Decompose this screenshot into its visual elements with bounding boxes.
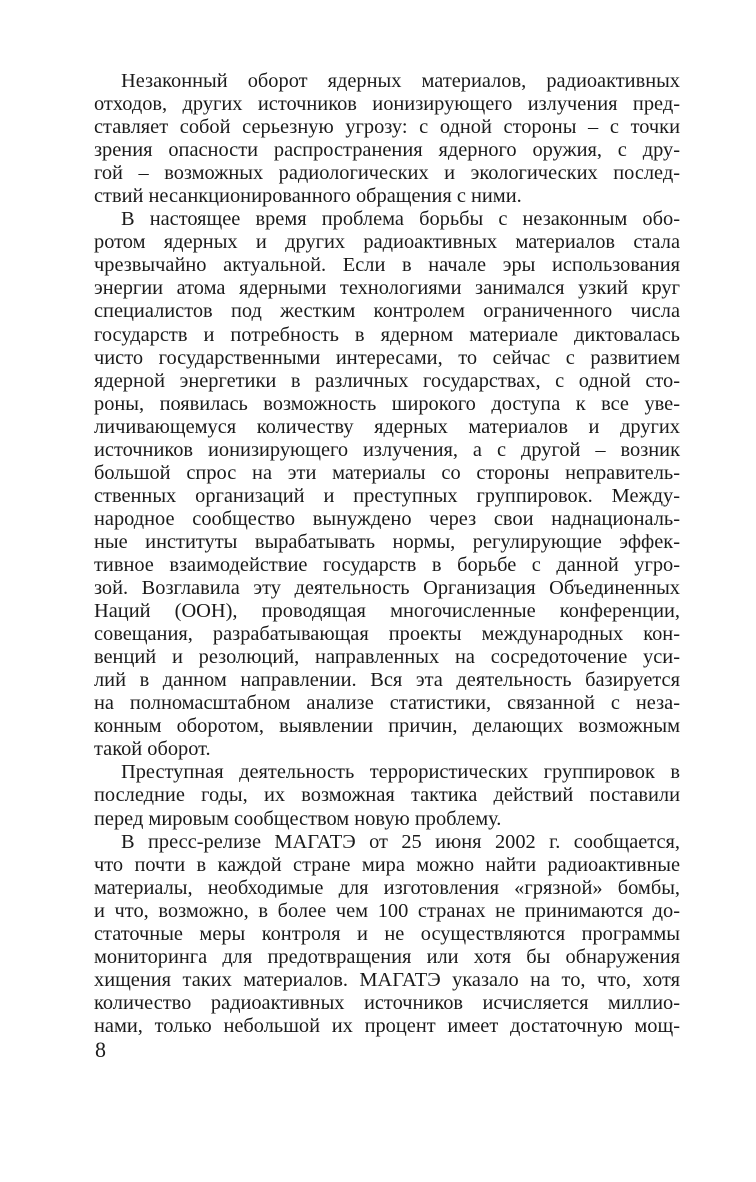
text-line: В пресс-релизе МАГАТЭ от 25 июня 2002 г. сообщается,: [121, 830, 680, 853]
text-line: материалы, необходимые для изготовления «грязной» бомбы,: [94, 876, 680, 899]
text-line: ядерной энергетики в различных государствах, с одной сто-: [94, 369, 680, 392]
text-line: хищения таких материалов. МАГАТЭ указало на то, что, хотя: [94, 968, 680, 991]
text-line: специалистов под жестким контролем ограниченного числа: [94, 300, 680, 323]
text-line: статочные меры контроля и не осуществляются программы: [94, 922, 680, 945]
text-line: такой оборот.: [94, 738, 211, 761]
text-line: ные институты вырабатывать нормы, регулирующие эффек-: [94, 530, 680, 553]
text-line: отходов, других источников ионизирующего излучения пред-: [94, 93, 680, 116]
text-line: энергии атома ядерными технологиями занимался узкий круг: [94, 277, 680, 300]
text-line: что почти в каждой стране мира можно найти радиоактивные: [94, 853, 680, 876]
text-line: ственных организаций и преступных группировок. Между-: [94, 484, 680, 507]
text-line: роны, появилась возможность широкого доступа к все уве-: [94, 392, 680, 415]
body-text: [94, 70, 680, 1038]
text-line: конным оборотом, выявлении причин, делающих возможным: [94, 715, 680, 738]
paragraph: [94, 208, 680, 761]
text-line: зой. Возглавила эту деятельность Организация Объединенных: [94, 577, 680, 600]
text-line: государств и потребность в ядерном материале диктовалась: [94, 323, 680, 346]
page-number: 8: [95, 1037, 106, 1062]
text-line: перед мировым сообществом новую проблему.: [94, 807, 502, 830]
text-line: зрения опасности распространения ядерного оружия, с дру-: [94, 139, 680, 162]
text-line: Преступная деятельность террористических группировок в: [121, 761, 680, 784]
paragraph: [94, 70, 680, 208]
text-line: В настоящее время проблема борьбы с незаконным обо-: [121, 208, 680, 231]
text-line: последние годы, их возможная тактика действий поставили: [94, 784, 680, 807]
text-line: большой спрос на эти материалы со стороны неправитель-: [94, 461, 680, 484]
text-line: венций и резолюций, направленных на сосредоточение уси-: [94, 646, 680, 669]
text-line: ствий несанкционированного обращения с ними.: [94, 185, 522, 208]
text-line: мониторинга для предотвращения или хотя бы обнаружения: [94, 945, 680, 968]
text-line: нами, только небольшой их процент имеет достаточную мощ-: [94, 1014, 680, 1037]
paragraph: [94, 761, 680, 830]
text-line: Наций (ООН), проводящая многочисленные конференции,: [94, 600, 680, 623]
paragraph: [94, 831, 680, 1038]
text-line: на полномасштабном анализе статистики, связанной с неза-: [94, 692, 680, 715]
text-line: ставляет собой серьезную угрозу: с одной стороны – с точки: [94, 116, 680, 139]
text-line: совещания, разрабатывающая проекты международных кон-: [94, 623, 680, 646]
text-line: личивающемуся количеству ядерных материалов и других: [94, 415, 680, 438]
text-line: чрезвычайно актуальной. Если в начале эры использования: [94, 254, 680, 277]
text-line: гой – возможных радиологических и экологических послед-: [94, 162, 680, 185]
text-line: количество радиоактивных источников исчисляется миллио-: [94, 991, 680, 1014]
text-line: чисто государственными интересами, то сейчас с развитием: [94, 346, 680, 369]
text-line: лий в данном направлении. Вся эта деятельность базируется: [94, 669, 680, 692]
text-line: тивное взаимодействие государств в борьбе с данной угро-: [94, 553, 680, 576]
text-line: источников ионизирующего излучения, а с другой – возник: [94, 438, 680, 461]
text-line: Незаконный оборот ядерных материалов, радиоактивных: [121, 70, 680, 92]
text-line: и что, возможно, в более чем 100 странах не принимаются до-: [94, 899, 680, 922]
text-line: ротом ядерных и других радиоактивных материалов стала: [94, 231, 680, 254]
text-line: народное сообщество вынуждено через свои наднациональ-: [94, 507, 680, 530]
